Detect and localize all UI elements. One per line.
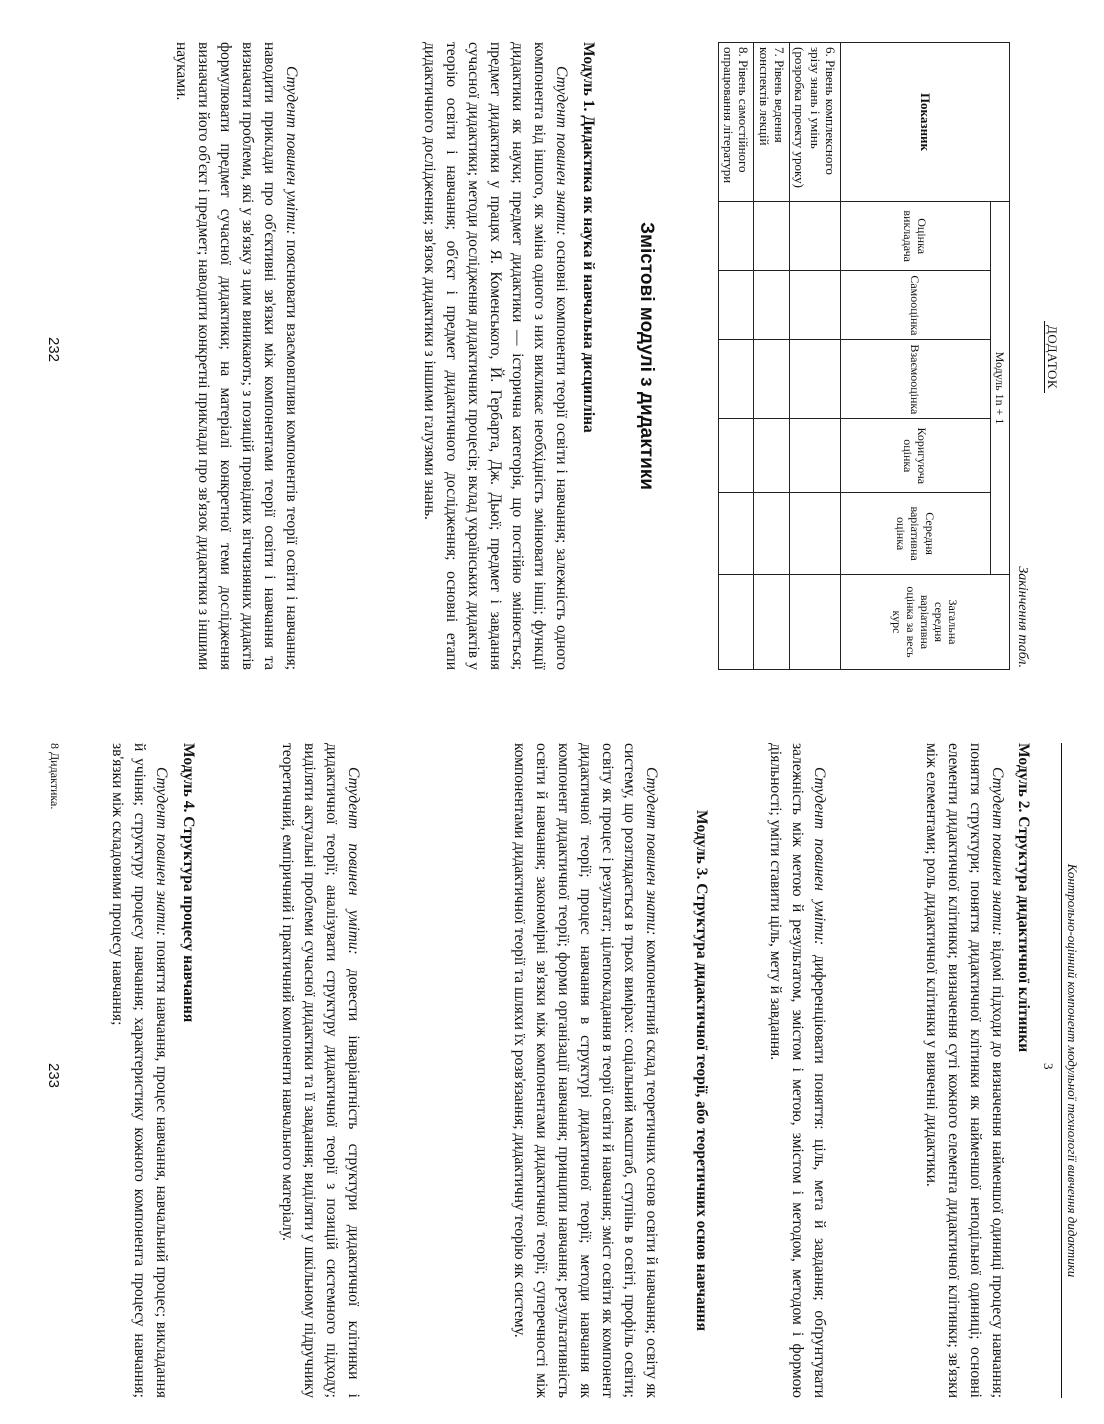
lead-text: Студент повинен знати: [153, 767, 170, 937]
row-label: 7. Рівень ведення конспектів лекцій [754, 43, 790, 202]
col-self: Самооцінка [840, 271, 990, 340]
left-page [0, 2, 1102, 713]
page-number: 232 [45, 337, 62, 363]
module-2-title: Модуль 2. Структура дидактичної клітинки [1015, 743, 1032, 1053]
table-row [789, 43, 840, 670]
table-row [718, 43, 754, 670]
assessment-table [718, 42, 1010, 670]
body-text: довести інваріантність структури дидактичної клітинки і дидактичної теорії; аналізувати структуру дидактичної теорії з позицій системного підходу; виділяти актуальні проблеми сучасної дидактики та її завдання; виділяти у шкільному підручнику теоретичний, емпіричний і практичний компоненти навчального матеріалу. [279, 743, 362, 1398]
module-3-know [508, 743, 662, 1398]
module-4-know [106, 743, 172, 1398]
row-label: 8. Рівень самостійного опрацювання літератури [718, 43, 754, 202]
table-row [754, 43, 790, 670]
body-text: пояснювати взаємовпливи компонентів теорії освіти і навчання; наводити приклади про об'єктивні зв'язки між компонентами теорії освіти і навчання та визначати проблеми, які у зв'язку з цим виникають; з позицій провідних вітчизняних дидактів формулювати предмет сучасної дидактики; на матеріалі конкретної теми дослідження визначати його об'єкт і предмет; наводити конкретні приклади про зв'язок дидактики з іншими науками. [173, 42, 300, 670]
body-text: поняття навчання, процес навчання, навчальний процес; викладання й учіння; структуру процесу навчання; характеристику кожного компонента процесу навчання; зв'язки між складовими процесу навчання; [109, 743, 170, 1398]
lead-text: Студент повинен знати: [989, 767, 1006, 936]
col-corrective: Коригуюча оцінка [840, 419, 990, 493]
lead-text: Студент повинен уміти: [345, 767, 362, 955]
col-module: Модуль 1n + 1 [990, 202, 1009, 575]
col-total: Загальна середня варіативна оцінка за весь курс [840, 575, 1009, 670]
col-indicator: Показник [840, 43, 1009, 202]
body-text: компонентний склад теоретичних основ освіти й навчання; освіту як систему, що розглядається в трьох вимірах: соціальний масштаб, ступінь в освіті, профіль освіти; освіту як процес і результат; цілепокладання в теорії освіти й навчання; зміст освіти як компонент дидактичної теорії; процес навчання в структурі дидактичної теорії; методи навчання як компонент дидактичної теорії; форми організації навчання; принципи навчання; результативність освіти й навчання; закономірні зв'язки між компонентами дидактичної теорії; суперечності між компонентами дидактичної теорії та шляхи їх розв'язання; дидактичну теорію як систему. [511, 743, 660, 1399]
module-4-title: Модуль 4. Структура процесу навчання [180, 743, 197, 1023]
running-header: Контрольно-оцінний компонент модульної технології вивчення дидактики [1061, 743, 1080, 1398]
row-label: 6. Рівень комплексного зрізу знань і умінь (розробка проекту уроку) [789, 43, 840, 202]
book-spread [0, 2, 1102, 1424]
col-teacher: Оцінка викладача [840, 202, 990, 271]
body-text: відомі підходи до визначення найменшої одиниці процесу навчання; поняття структури; поняття дидактичної клітинки як найменшої неподільної одиниці; основні елементи дидактичної клітинки; визначення суті кожного елемента дидактичної клітинки; зв'язки між елементами; роль дидактичної клітинки у вивченні дидактики. [923, 743, 1006, 1398]
module-2-can [764, 743, 830, 1398]
page-number: 233 [45, 1063, 62, 1089]
module-3-can [276, 743, 364, 1398]
lead-text: Студент повинен знати: [553, 66, 570, 236]
lead-text: Студент повинен уміти: [811, 767, 828, 946]
module-1-know [418, 42, 572, 670]
module-1-title: Модуль 1. Дидактика як наука й навчальна дисципліна [580, 42, 597, 433]
table-caption: Закінчення табл. [1015, 566, 1030, 668]
footer-note: 8 Дидактика. [48, 743, 62, 810]
module-2-know [920, 743, 1008, 1398]
module-3-title: Модуль 3. Структура дидактичної теорії, або теоретичних основ навчання [693, 810, 710, 1331]
right-page [0, 713, 1102, 1424]
top-number: 3 [1041, 1063, 1056, 1070]
col-mutual: Взаємооцінка [840, 340, 990, 419]
lead-text: Студент повинен уміти: [283, 66, 300, 235]
lead-text: Студент повинен знати: [643, 767, 660, 936]
body-text: основні компоненти теорії освіти і навчання; залежність одного компонента від іншого, як зміна одного з них викликає необхідність змінювати інші; функції дидактики як науки; предмет дидактики — історична категорія, що постійно змінюється; предмет дидактики у працях Я. Коменського, Й. Гербарта, Дж. Дьюї; предмет і завдання сучасної дидактики; методи дослідження дидактичних процесів; вклад українських дидактів у теорію освіти і навчання; об'єкт і предмет дидактичного дослідження; основні етапи дидактичного дослідження; зв'язок дидактики з іншими галузями знань. [421, 42, 570, 670]
body-text: диференціювати поняття: ціль, мета й завдання; обґрунтувати залежність між метою й результатом, змістом і метою, змістом і методом, методом і формою діяльності; уміти ставити ціль, мету й завдання. [767, 743, 828, 1398]
module-1-can [170, 42, 302, 670]
section-title: Змістові модулі з дидактики [636, 222, 657, 490]
running-header: ДОДАТОК [1044, 42, 1060, 672]
col-avg: Середня варіативна оцінка [840, 493, 990, 575]
